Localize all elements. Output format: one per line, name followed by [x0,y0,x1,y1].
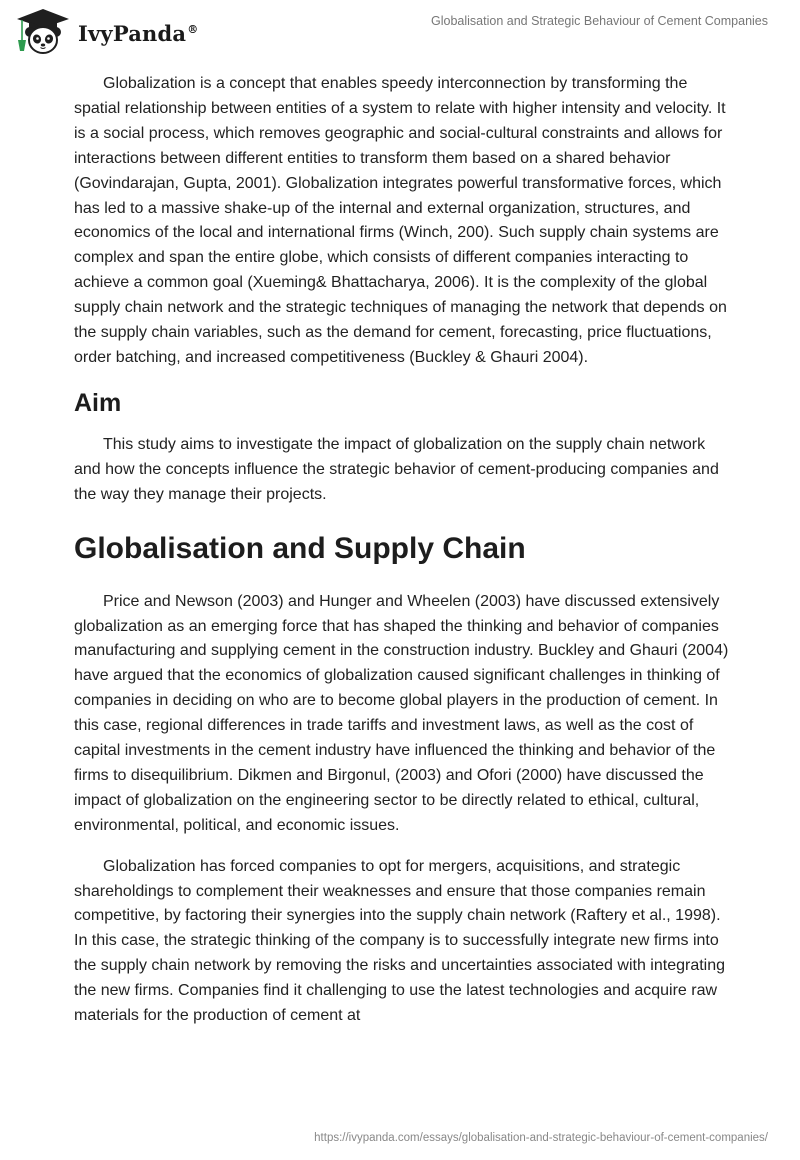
intro-paragraph: Globalization is a concept that enables speedy interconnection by transforming the spatial relationship between entities of a system to relate with higher intensity and velocity. It is a social process, which removes geographic and social-cultural constraints and allows for interactions between different entities to transform them based on a shared behavior (Govindarajan, Gupta, 2001). Globalization integrates powerful transformative forces, which has led to a massive shake-up of the internal and external organization, structures, and economics of the local and international firms (Winch, 200). Such supply chain systems are complex and span the entire globe, which consists of different companies interacting to achieve a common goal (Xueming& Bhattacharya, 2006). It is the complexity of the global supply chain network and the strategic techniques of managing the network that depends on the supply chain variables, such as the demand for cement, forecasting, price fluctuations, order batching, and increased competitiveness (Buckley & Ghauri 2004). [74,75,727,366]
source-url[interactable]: https://ivypanda.com/essays/globalisation-and-strategic-behaviour-of-cement-companies/ [314,1132,768,1144]
registered-mark: ® [187,22,199,36]
brand-name: IvyPanda® [78,20,199,46]
aim-heading: Aim [74,388,122,417]
essay-content [74,72,734,1029]
page-header [0,0,800,60]
aim-paragraph: This study aims to investigate the impact of globalization on the supply chain network and how the concepts influence the strategic behavior of cement-producing companies and the way they manage their projects. [74,435,719,503]
ivypanda-logo[interactable] [14,7,198,57]
section-paragraph: Price and Newson (2003) and Hunger and Wheelen (2003) have discussed extensively globalization as an emerging force that has shaped the thinking and behavior of companies manufacturing and supplying cement in the construction industry. Buckley and Ghauri (2004) have argued that the economics of globalization caused significant challenges in thinking of companies in deciding on who are to become global players in the production of cement. In this case, regional differences in trade tariffs and investment laws, as well as the cost of capital investments in the cement industry have influenced the thinking and behavior of the firms to disequilibrium. Dikmen and Birgonul, (2003) and Ofori (2000) have discussed the impact of globalization on the engineering sector to be directly related to ethical, cultural, environmental, political, and economic issues. [74,592,729,834]
panda-graduation-cap-icon [14,7,72,57]
section-heading: Globalisation and Supply Chain [74,531,526,565]
paragraph-spacer [74,839,734,855]
section-paragraph: Globalization has forced companies to opt for mergers, acquisitions, and strategic shareholdings to complement their weaknesses and ensure that those companies remain competitive, by factoring their synergies into the supply chain network (Raftery et al., 1998). In this case, the strategic thinking of the company is to successfully integrate new firms into the supply chain network by removing the risks and uncertainties associated with integrating the new firms. Companies find it challenging to use the latest technologies and acquire raw materials for the production of cement at [74,857,726,1025]
running-title: Globalisation and Strategic Behaviour of Cement Companies [431,14,768,28]
